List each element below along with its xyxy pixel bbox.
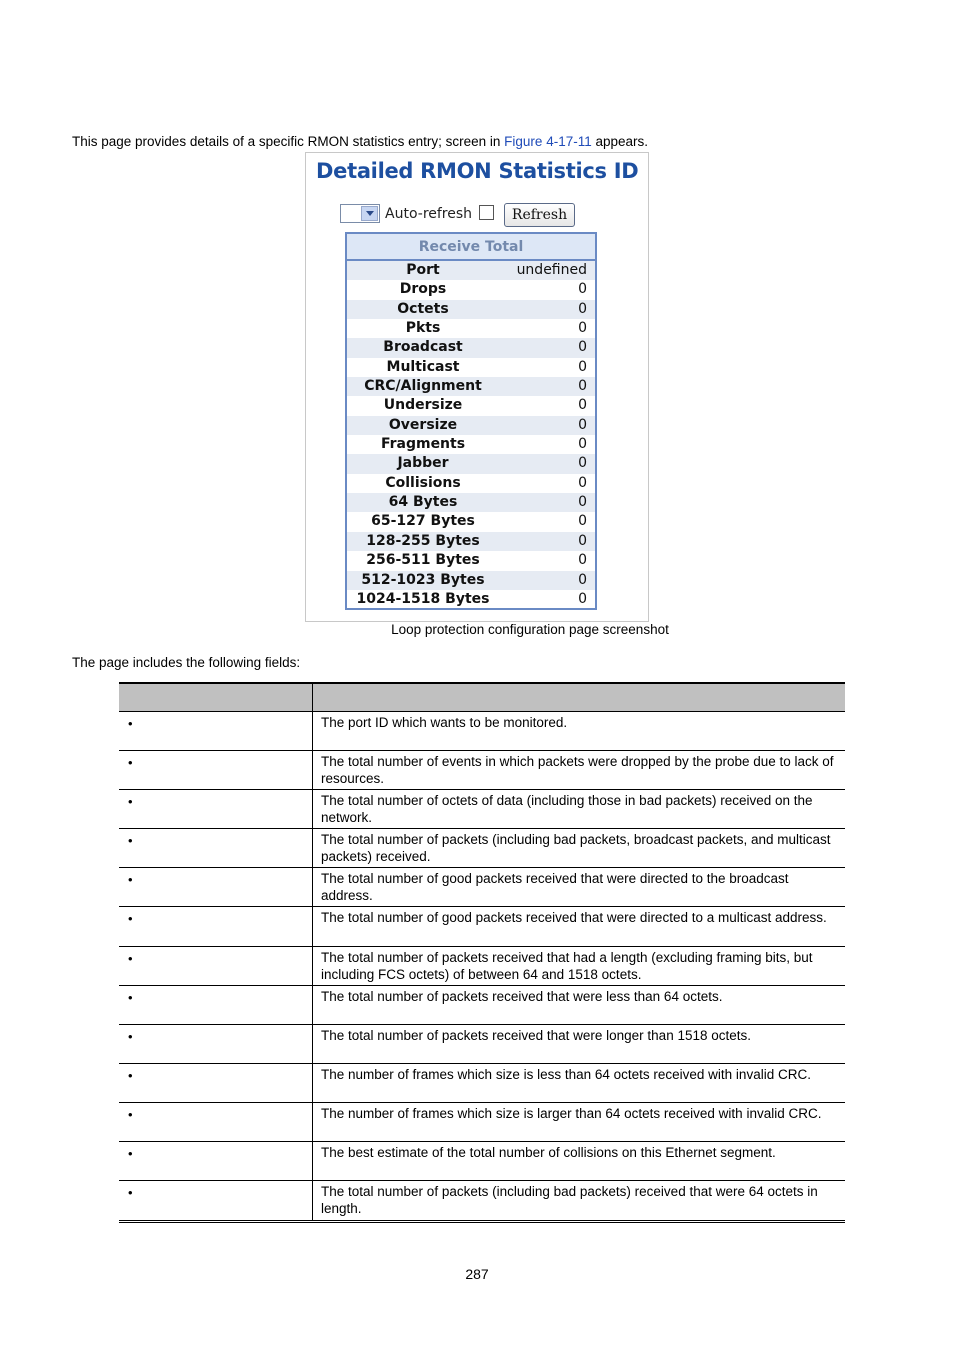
object-cell [119, 790, 313, 828]
stats-label: 64 Bytes [388, 494, 458, 511]
figure-caption: Loop protection configuration page screenshot [391, 622, 669, 637]
bullet-icon: • [128, 950, 133, 966]
table-row [119, 790, 845, 829]
table-row [119, 712, 845, 751]
object-cell [119, 712, 313, 750]
stats-value: 0 [578, 358, 587, 375]
stats-label: Pkts [405, 320, 441, 337]
stats-value: 0 [578, 436, 587, 453]
stats-row [347, 551, 595, 570]
description-cell: The total number of good packets received that were directed to the broadcast address. [321, 871, 789, 904]
description-cell: The total number of packets received that were less than 64 octets. [321, 988, 723, 1004]
description-cell: The total number of events in which packets were dropped by the probe due to lack of resources. [321, 754, 834, 787]
rmon-screenshot [305, 152, 649, 622]
id-select[interactable] [340, 204, 380, 223]
stats-row [347, 590, 595, 609]
stats-label: 1024-1518 Bytes [356, 590, 490, 607]
table-row [119, 829, 845, 868]
auto-refresh-checkbox[interactable] [479, 205, 494, 220]
object-cell [119, 907, 313, 945]
stats-value: 0 [578, 455, 587, 472]
stats-value: 0 [578, 552, 587, 569]
object-cell [119, 986, 313, 1024]
screenshot-title: Detailed RMON Statistics ID [316, 159, 639, 183]
bullet-icon: • [128, 989, 133, 1005]
fields-intro: The page includes the following fields: [72, 655, 301, 670]
stats-label: Octets [397, 300, 449, 317]
description-cell: The total number of packets received that had a length (excluding framing bits, but including FCS octets) of between 64 and 1518 octets. [321, 949, 813, 982]
table-row [119, 1142, 845, 1181]
stats-row [347, 493, 595, 512]
stats-label: 65-127 Bytes [371, 513, 475, 530]
stats-label: 512-1023 Bytes [361, 571, 485, 588]
stats-value: 0 [578, 494, 587, 511]
chevron-down-icon[interactable] [361, 206, 378, 221]
table-row [119, 1064, 845, 1103]
table-row [119, 1103, 845, 1142]
stats-body [347, 261, 595, 609]
bullet-icon: • [128, 833, 133, 849]
stats-row [347, 358, 595, 377]
page-number: 287 [465, 1266, 489, 1282]
description-cell: The total number of good packets received that were directed to a multicast address. [321, 910, 827, 926]
stats-value: 0 [578, 300, 587, 317]
stats-label: Jabber [397, 455, 449, 472]
bullet-icon: • [128, 1067, 133, 1083]
bullet-icon: • [128, 1028, 133, 1044]
bullet-icon: • [128, 755, 133, 771]
stats-value: 0 [578, 571, 587, 588]
refresh-button[interactable]: Refresh [504, 203, 575, 227]
bullet-icon: • [128, 911, 133, 927]
stats-label: Oversize [388, 416, 458, 433]
table-row [119, 1025, 845, 1064]
stats-value: 0 [578, 281, 587, 298]
stats-value: 0 [578, 590, 587, 607]
figure-link[interactable]: Figure 4-17-11 [504, 134, 592, 149]
object-cell [119, 1142, 313, 1180]
table-row [119, 1181, 845, 1220]
stats-label: Drops [399, 281, 447, 298]
stats-label: CRC/Alignment [364, 378, 482, 395]
stats-value: 0 [578, 378, 587, 395]
stats-row [347, 280, 595, 299]
stats-value: 0 [578, 397, 587, 414]
description-cell: The total number of octets of data (including those in bad packets) received on the network. [321, 793, 813, 826]
stats-value: 0 [578, 513, 587, 530]
table-row [119, 751, 845, 790]
bullet-icon: • [128, 1146, 133, 1162]
auto-refresh-label: Auto-refresh [385, 206, 473, 222]
intro-paragraph [72, 134, 648, 150]
stats-label: Collisions [385, 474, 461, 491]
description-cell: The best estimate of the total number of collisions on this Ethernet segment. [321, 1145, 776, 1161]
stats-row [347, 454, 595, 473]
bullet-icon: • [128, 716, 133, 731]
object-cell [119, 947, 313, 985]
intro-text-after: appears. [591, 134, 649, 149]
stats-row [347, 435, 595, 454]
table-row [119, 986, 845, 1025]
stats-row [347, 338, 595, 357]
stats-label: Multicast [386, 358, 460, 375]
stats-label: Fragments [380, 436, 466, 453]
fields-table-body [119, 712, 845, 1220]
description-cell: The total number of packets received that were longer than 1518 octets. [321, 1027, 752, 1043]
object-cell [119, 1103, 313, 1141]
object-cell [119, 1064, 313, 1102]
stats-value: 0 [578, 339, 587, 356]
description-cell: The port ID which wants to be monitored. [321, 715, 568, 730]
fields-table [119, 682, 845, 1223]
stats-label: Broadcast [383, 339, 463, 356]
bullet-icon: • [128, 1185, 133, 1201]
stats-value: 0 [578, 532, 587, 549]
receive-total-table [345, 232, 597, 610]
stats-row [347, 396, 595, 415]
intro-text-before: This page provides details of a specific RMON statistics entry; screen in [72, 134, 505, 149]
stats-label: Undersize [383, 397, 463, 414]
stats-label: 128-255 Bytes [366, 532, 480, 549]
stats-value: 0 [578, 474, 587, 491]
description-cell: The number of frames which size is larger than 64 octets received with invalid CRC. [321, 1105, 822, 1121]
bullet-icon: • [128, 794, 133, 810]
stats-value: 0 [578, 416, 587, 433]
bullet-icon: • [128, 1106, 133, 1122]
description-cell: The total number of packets (including bad packets) received that were 64 octets in length. [321, 1184, 818, 1217]
stats-value: 0 [578, 320, 587, 337]
stats-label: 256-511 Bytes [366, 552, 480, 569]
stats-row [347, 474, 595, 493]
description-cell: The number of frames which size is less than 64 octets received with invalid CRC. [321, 1066, 811, 1082]
stats-value: undefined [516, 262, 587, 278]
receive-total-header: Receive Total [347, 234, 595, 261]
object-cell [119, 868, 313, 906]
description-cell: The total number of packets (including bad packets, broadcast packets, and multicast packets) received. [321, 832, 831, 865]
stats-row [347, 300, 595, 319]
object-cell [119, 829, 313, 867]
stats-row [347, 416, 595, 435]
refresh-controls [340, 201, 640, 227]
table-row [119, 947, 845, 986]
stats-row [347, 571, 595, 590]
stats-row [347, 377, 595, 396]
object-cell [119, 751, 313, 789]
stats-row [347, 319, 595, 338]
stats-row [347, 261, 595, 280]
table-row [119, 907, 845, 946]
stats-row [347, 532, 595, 551]
bullet-icon: • [128, 872, 133, 888]
table-row [119, 868, 845, 907]
object-cell [119, 1181, 313, 1220]
header-object-cell [119, 684, 313, 711]
stats-label: Port [406, 262, 440, 278]
fields-table-header [119, 684, 845, 712]
stats-row [347, 512, 595, 531]
object-cell [119, 1025, 313, 1063]
